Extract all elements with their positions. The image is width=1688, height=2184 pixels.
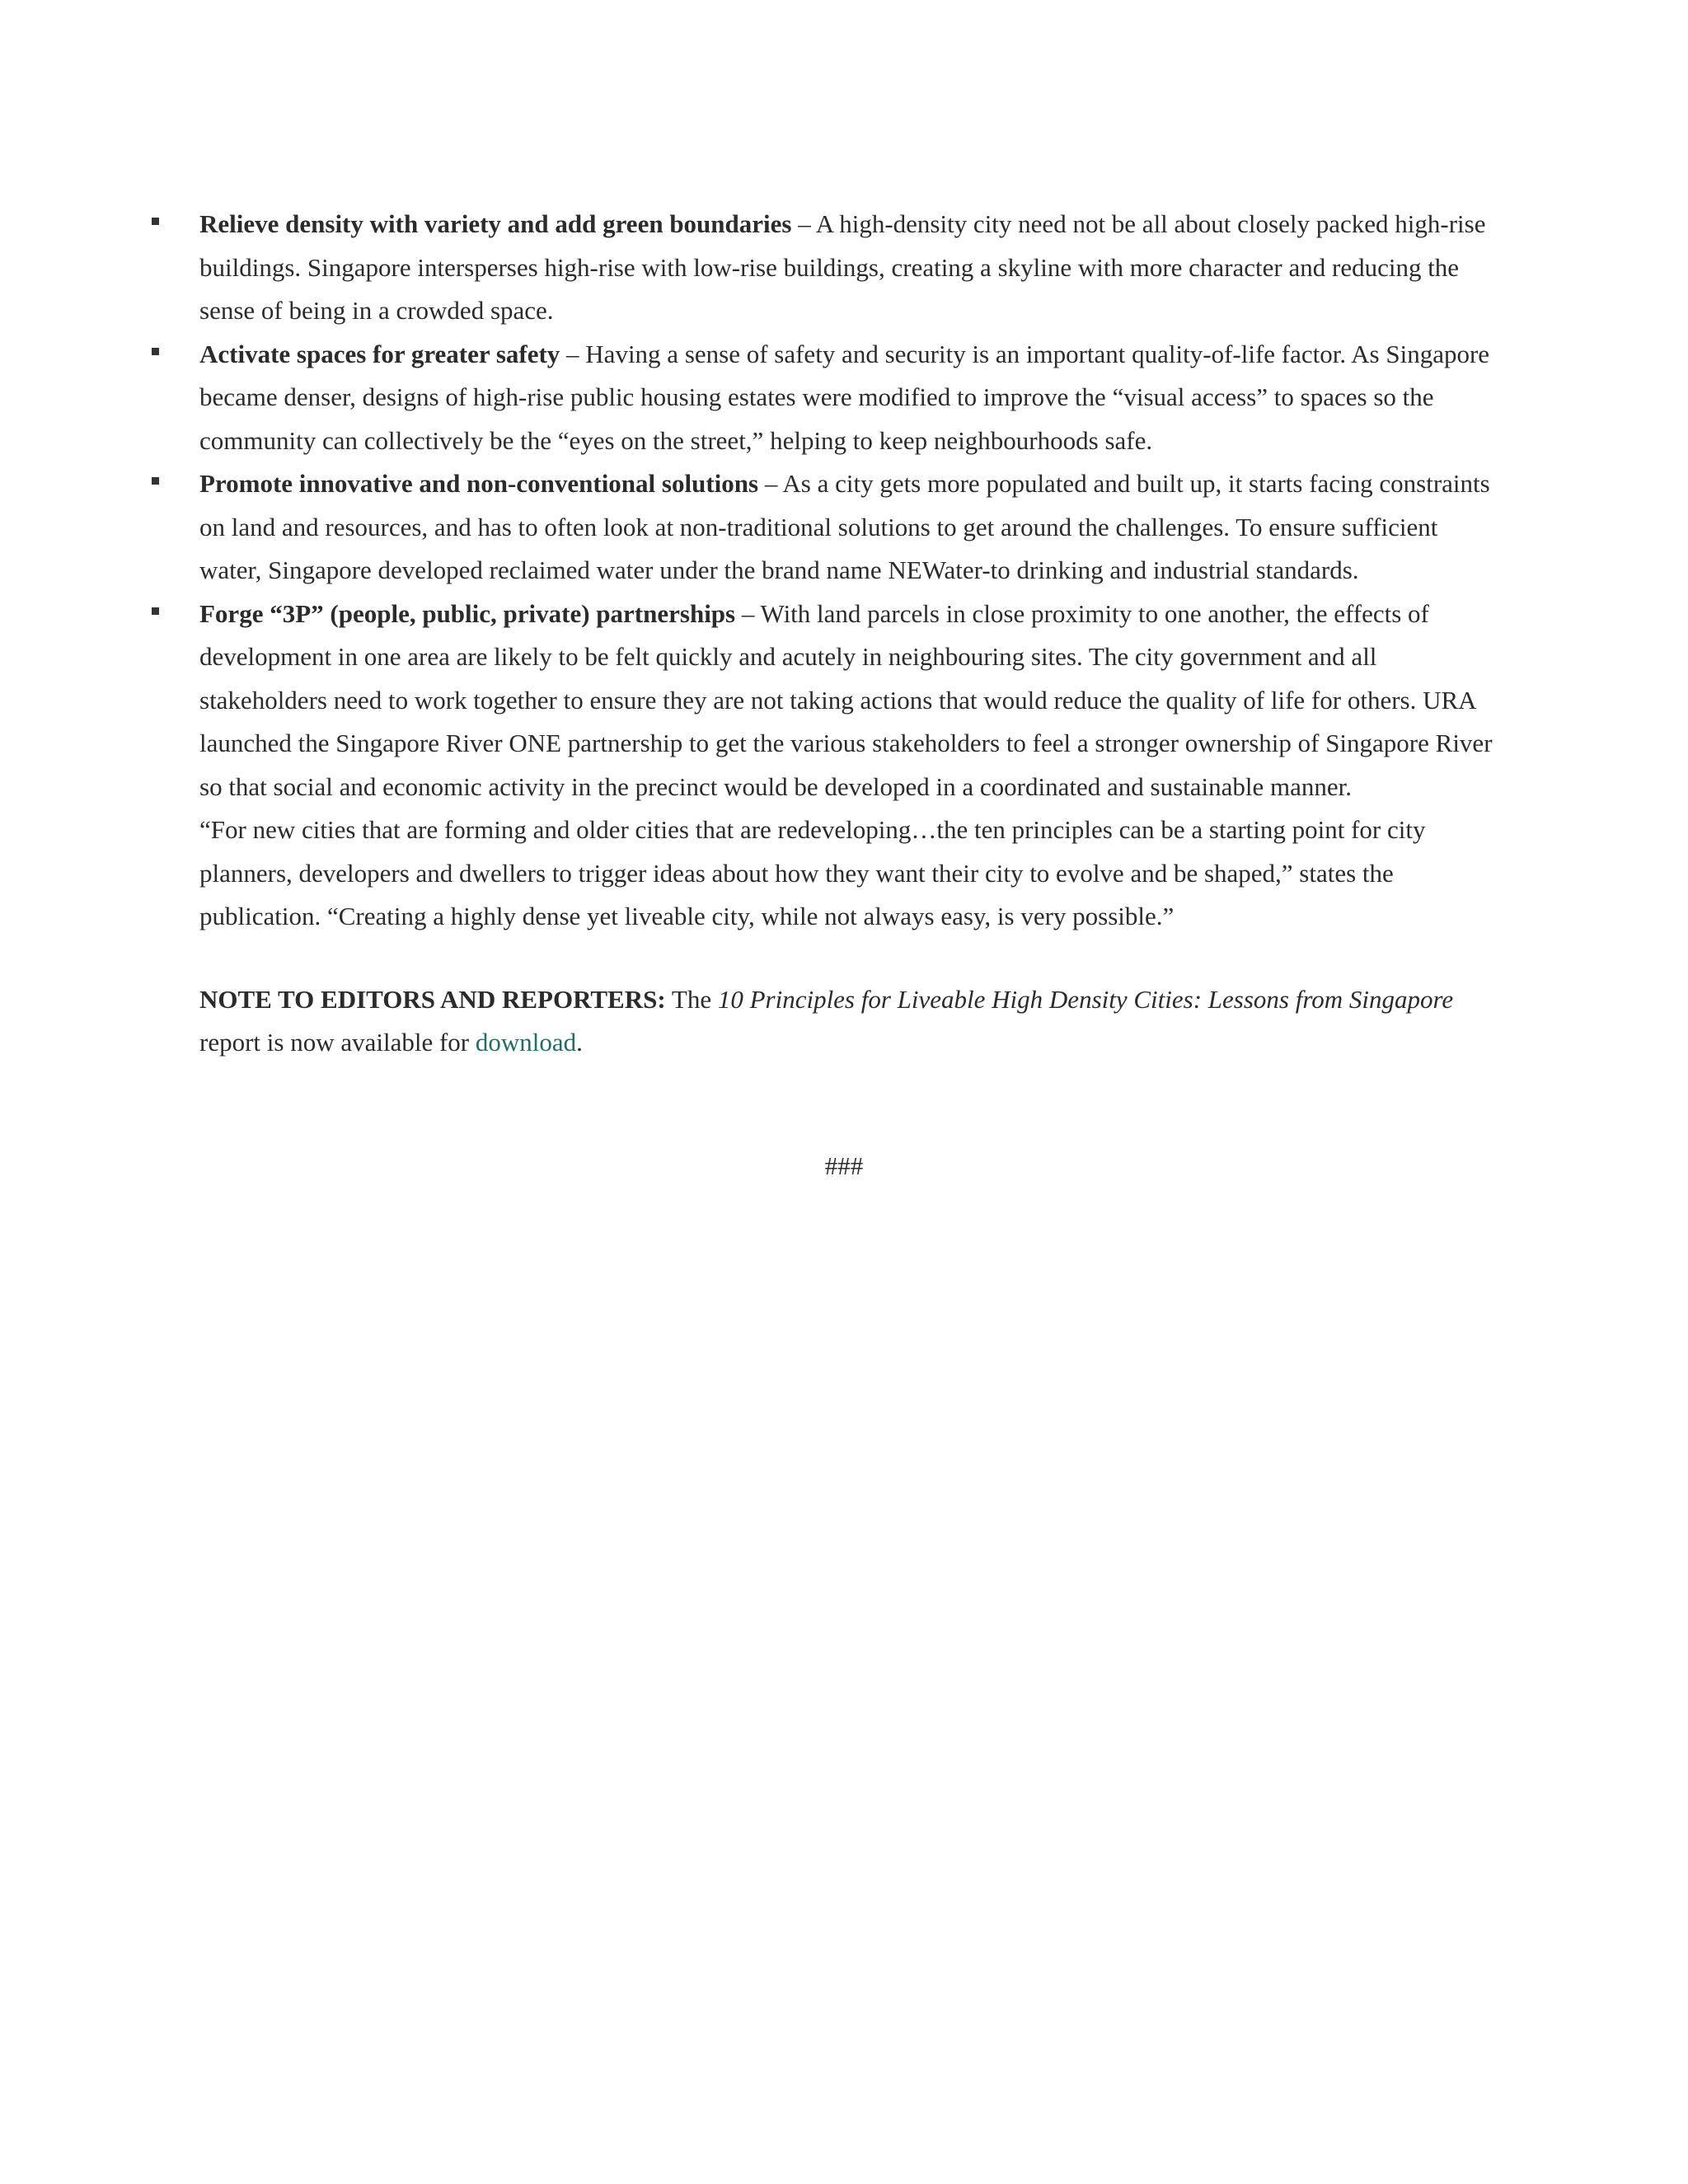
square-bullet-icon [152,477,159,485]
bullet-lead: Relieve density with variety and add green boundaries [199,209,792,238]
note-label: NOTE TO EDITORS AND REPORTERS: [199,984,666,1014]
note-end: . [576,1028,583,1057]
bullet-lead: Forge “3P” (people, public, private) partnerships [199,598,736,628]
principles-list [199,203,1502,808]
bullet-text: – Having a sense of safety and security is an important quality-of-life factor. As Singapore became denser, designs of high-rise public housing estates were modified to improve the “visual access” to spaces so the community can collectively be the “eyes on the street,” helping to keep neighbourhoods safe. [199,339,1490,455]
download-link[interactable]: download [475,1028,577,1057]
end-mark: ### [824,1151,864,1180]
square-bullet-icon [152,607,159,615]
note-intro: The [665,984,718,1014]
note-to-editors [199,978,1502,1065]
list-item [199,462,1502,593]
bullet-text: – A high-density city need not be all about closely packed high-rise buildings. Singapore intersperses high-rise with low-rise buildings, creating a skyline with more character and reducing the sense of being in a crowded space. [199,209,1486,325]
press-release-body [199,203,1502,1065]
bullet-lead: Promote innovative and non-conventional solutions [199,469,759,498]
note-after-title: report is now available for [199,1028,476,1057]
list-item [199,333,1502,463]
bullet-text: – With land parcels in close proximity to one another, the effects of development in one area are likely to be felt quickly and acutely in neighbouring sites. The city government and all stakeholders need to work together to ensure they are not taking actions that would reduce the quality of life for others. URA launched the Singapore River ONE partnership to get the various stakeholders to feel a stronger ownership of Singapore River so that social and economic activity in the precinct would be developed in a coordinated and sustainable manner. [199,598,1493,801]
report-title: 10 Principles for Liveable High Density Cities: Lessons from Singapore [717,984,1454,1014]
square-bullet-icon [152,348,159,355]
closing-quote: “For new cities that are forming and older cities that are redeveloping…the ten principles can be a starting point for city planners, developers and dwellers to trigger ideas about how they want their city to evolve and be shaped,” states the publication. “Creating a highly dense yet liveable city, while not always easy, is very possible.” [199,815,1426,930]
bullet-text: – As a city gets more populated and built up, it starts facing constraints on land and resources, and has to often look at non-traditional solutions to get around the challenges. To ensure sufficient water, Singapore developed reclaimed water under the brand name NEWater-to drinking and industrial standards. [199,469,1490,584]
list-item [199,593,1502,809]
bullet-lead: Activate spaces for greater safety [199,339,560,368]
list-item [199,203,1502,333]
square-bullet-icon [152,218,159,225]
